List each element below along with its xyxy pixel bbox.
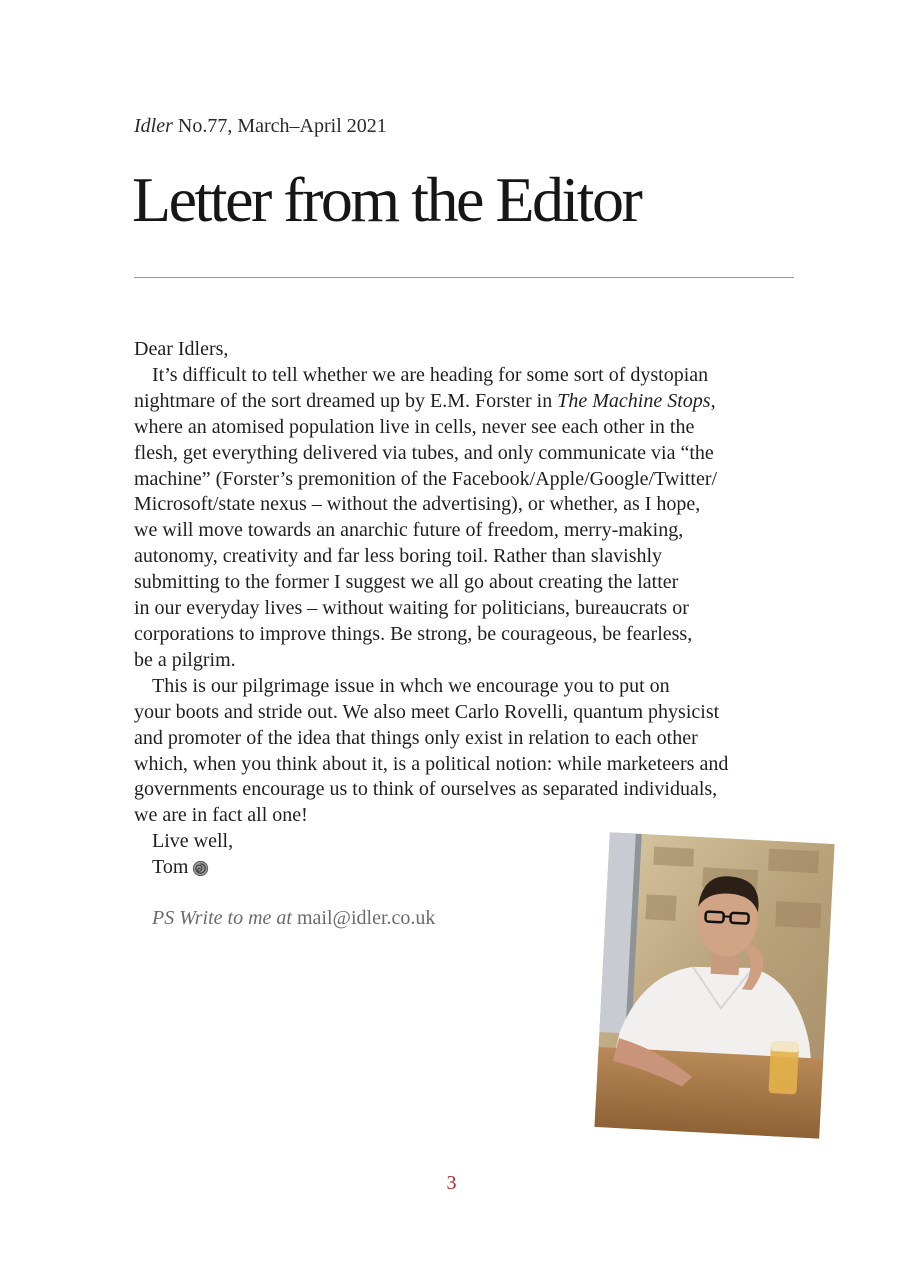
letter-line: submitting to the former I suggest we all go about creating the latter [134, 571, 679, 594]
letter-line-text: nightmare of the sort dreamed up by E.M. Forster in [134, 389, 558, 412]
letter-line: we will move towards an anarchic future of freedom, merry-making, [134, 519, 684, 542]
snail-icon [192, 860, 209, 877]
salutation: Dear Idlers, [134, 338, 229, 360]
title-divider [134, 277, 794, 278]
signoff: Live well, [152, 830, 234, 853]
letter-line: It’s difficult to tell whether we are heading for some sort of dystopian [152, 363, 709, 386]
letter-line: and promoter of the idea that things only exist in relation to each other [134, 726, 698, 749]
editor-photo [594, 832, 834, 1138]
letter-line: Microsoft/state nexus – without the advertising), or whether, as I hope, [134, 493, 701, 516]
letter-line: your boots and stride out. We also meet Carlo Rovelli, quantum physicist [134, 700, 720, 723]
magazine-name: Idler [134, 115, 173, 137]
issue-info: No.77, March–April 2021 [172, 115, 387, 137]
editor-photo-illustration [594, 832, 834, 1138]
letter-line: autonomy, creativity and far less boring toil. Rather than slavishly [134, 545, 663, 568]
letter-line: governments encourage us to think of ourselves as separated individuals, [134, 778, 718, 801]
letter-line: corporations to improve things. Be strong, be courageous, be fearless, [134, 622, 693, 645]
ps-label: PS Write to me at [152, 907, 292, 930]
letter-line: in our everyday lives – without waiting for politicians, bureaucrats or [134, 597, 689, 620]
issue-line [134, 115, 387, 138]
letter-line-text: , [710, 389, 716, 412]
book-title: The Machine Stops [557, 389, 711, 412]
letter-line: which, when you think about it, is a political notion: while marketeers and [134, 752, 729, 775]
page-number: 3 [446, 1172, 457, 1194]
page-title: Letter from the Editor [132, 164, 641, 235]
ps-email[interactable]: mail@idler.co.uk [291, 907, 436, 930]
letter-line: This is our pilgrimage issue in whch we encourage you to put on [152, 674, 670, 697]
letter-line: machine” (Forster’s premonition of the Facebook/Apple/Google/Twitter/ [134, 467, 718, 490]
signature: Tom [152, 856, 189, 879]
letter-line: we are in fact all one! [134, 804, 308, 827]
letter-line: where an atomised population live in cells, never see each other in the [134, 415, 695, 438]
letter-line: be a pilgrim. [134, 648, 236, 671]
letter-line [134, 389, 794, 415]
letter-line: flesh, get everything delivered via tubes, and only communicate via “the [134, 441, 714, 464]
